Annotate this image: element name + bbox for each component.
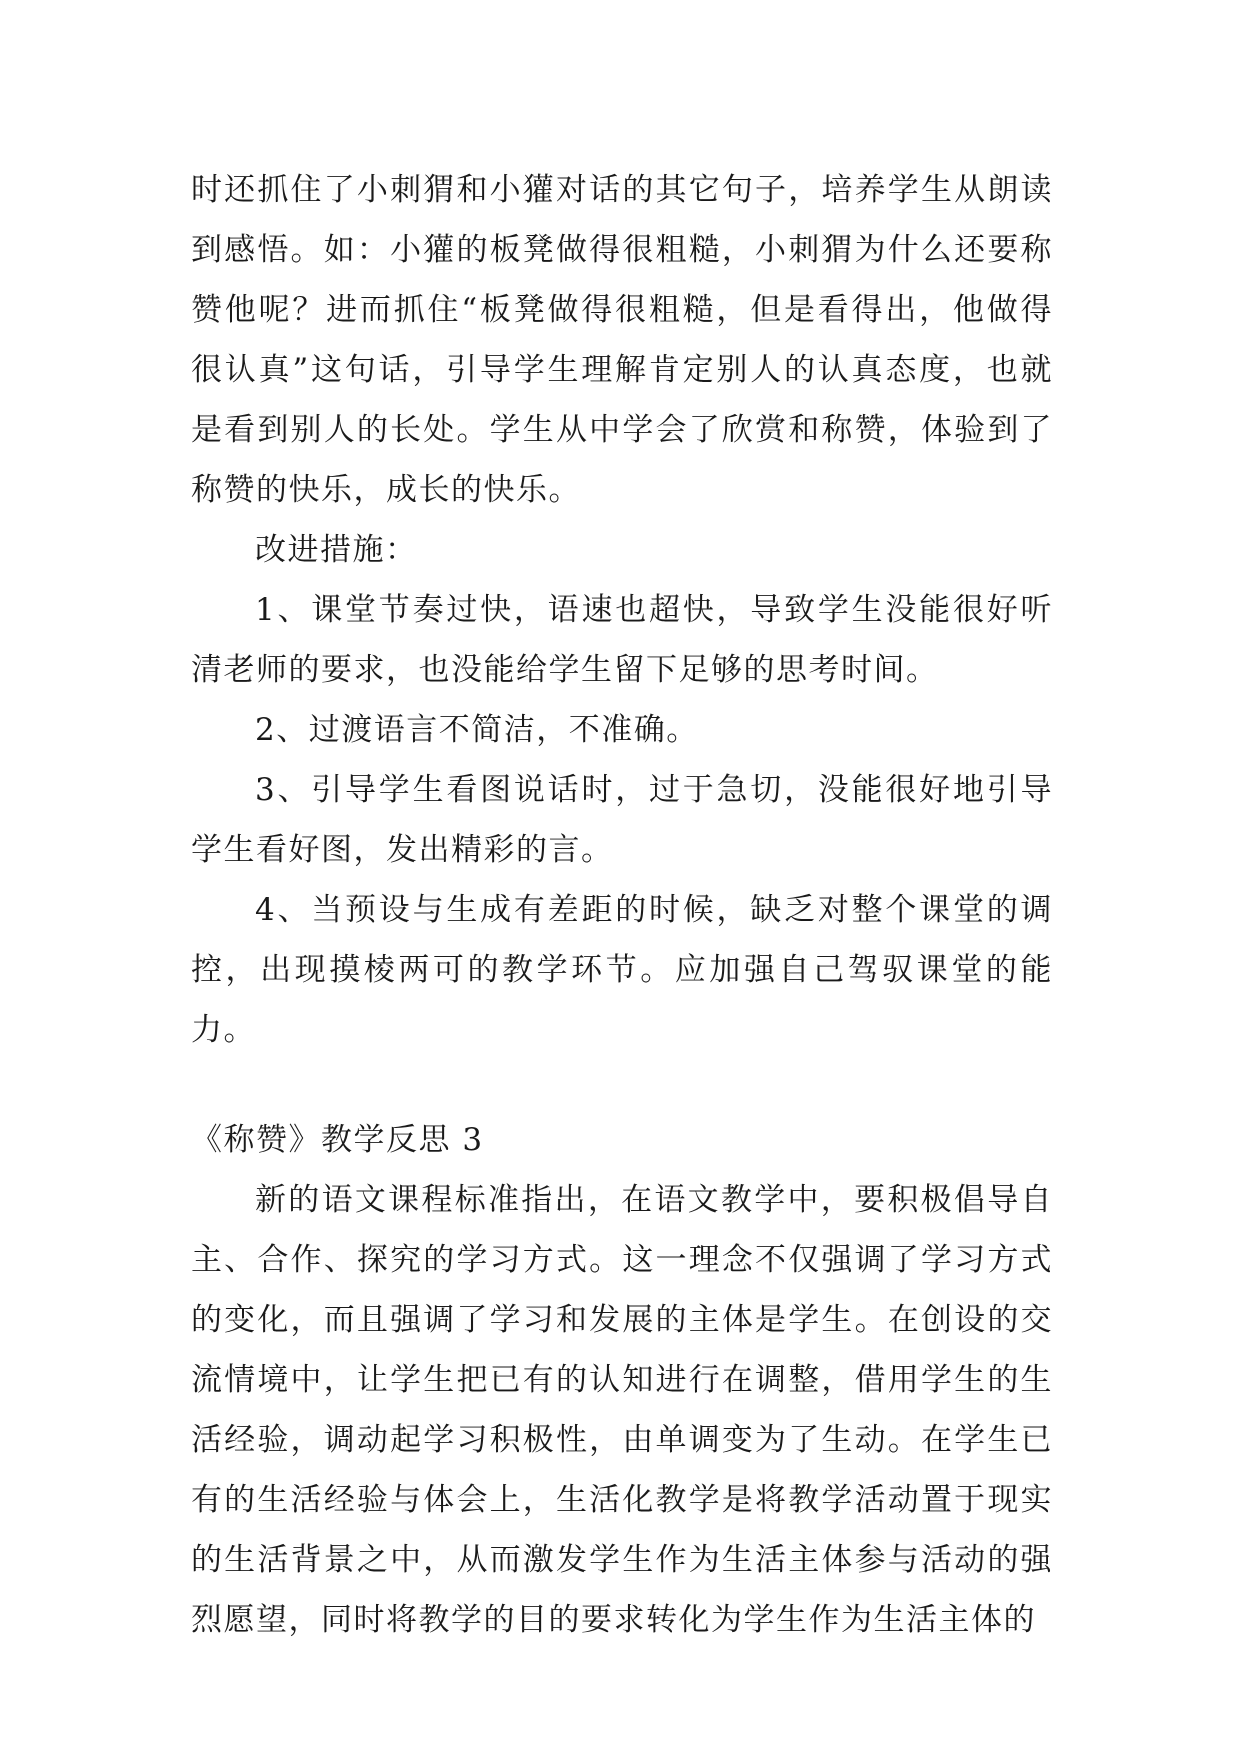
improvement-item-2: 2、过渡语言不简洁，不准确。 [255,712,699,748]
section-paragraph: 新的语文课程标准指出，在语文教学中，要积极倡导自主、合作、探究的学习方式。这一理念不仅强调了学习方式的变化，而且强调了学习和发展的主体是学生。在创设的交流情境中，让学生把已有的认知进行在调整，借用学生的生活经验，调动起学习积极性，由单调变为了生动。在学生已有的生活经验与体会上，生活化教学是将教学活动置于现实的生活背景之中，从而激发学生作为生活主体参与活动的强烈愿望，同时将教学的目的要求转化为学生作为生活主体的 [191,1182,1053,1638]
improvement-item-4: 4、当预设与生成有差距的时候，缺乏对整个课堂的调控，出现摸棱两可的教学环节。应加强自己驾驭课堂的能力。 [191,892,1053,1048]
improvement-item-1: 1、课堂节奏过快，语速也超快，导致学生没能很好听清老师的要求，也没能给学生留下足够的思考时间。 [191,592,1053,688]
document-body [191,160,1053,1650]
opening-paragraph: 时还抓住了小刺猬和小獾对话的其它句子，培养学生从朗读到感悟。如：小獾的板凳做得很粗糙，小刺猬为什么还要称赞他呢？进而抓住“板凳做得很粗糙，但是看得出，他做得很认真”这句话，引导学生理解肯定别人的认真态度，也就是看到别人的长处。学生从中学会了欣赏和称赞，体验到了称赞的快乐，成长的快乐。 [191,172,1053,508]
section-spacer [191,1060,1053,1110]
improvement-item-3: 3、引导学生看图说话时，过于急切，没能很好地引导学生看好图，发出精彩的言。 [191,772,1053,868]
section-title: 《称赞》教学反思 3 [191,1122,484,1158]
improvement-heading: 改进措施： [255,532,418,568]
